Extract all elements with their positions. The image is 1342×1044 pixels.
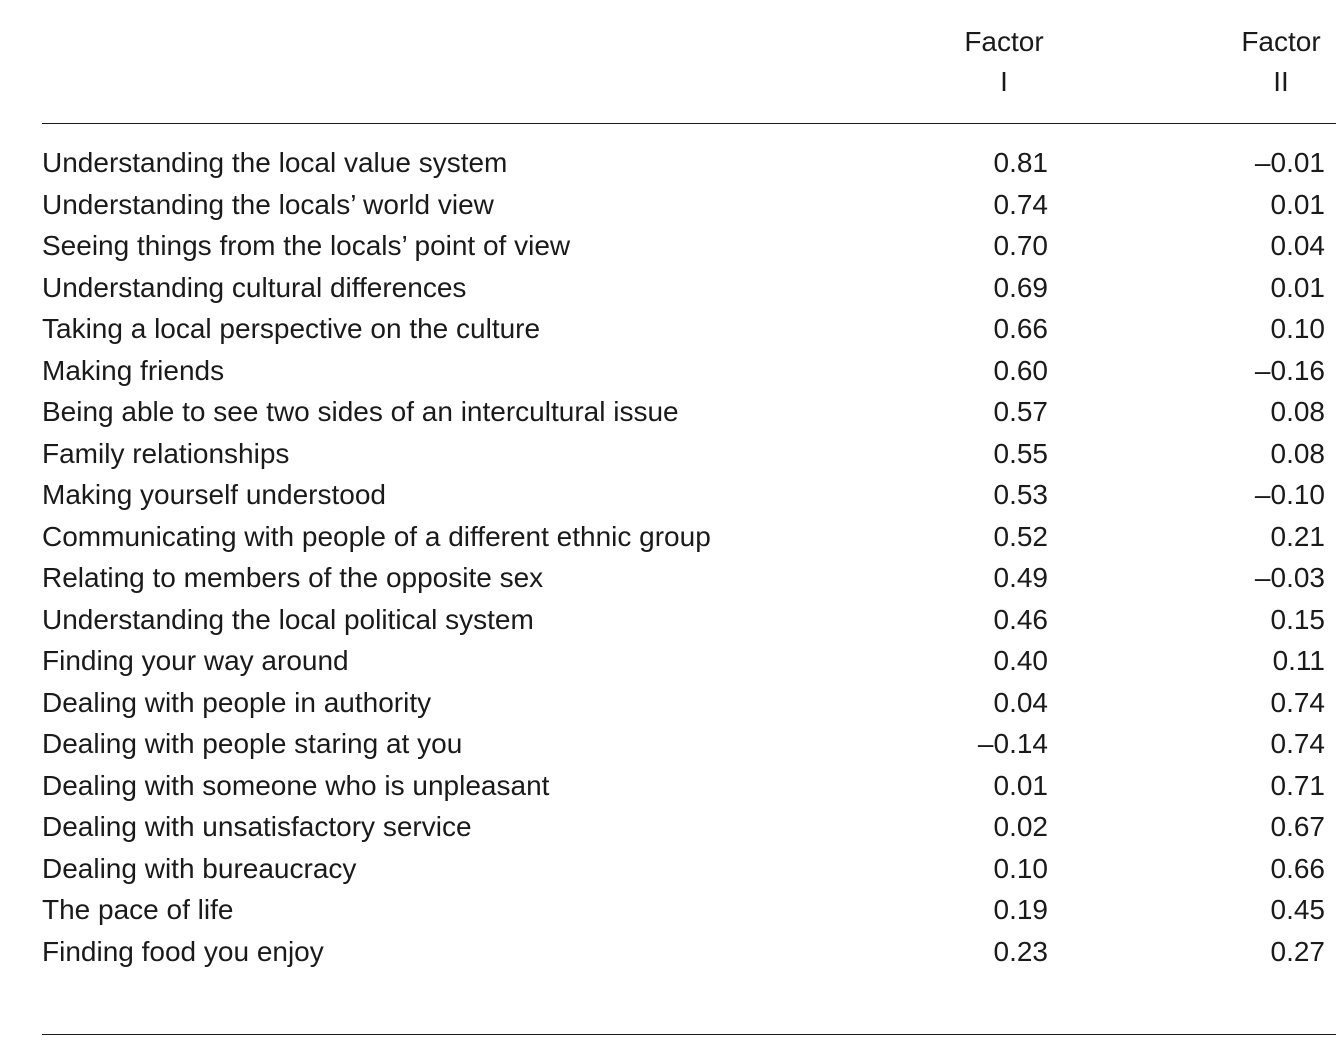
table-row — [0, 391, 1342, 433]
factor-1-value: 0.19 — [993, 894, 1048, 925]
row-label: Taking a local perspective on the culture — [42, 313, 541, 344]
table-row — [0, 142, 1342, 184]
row-label: Understanding cultural differences — [42, 271, 467, 303]
row-label: Communicating with people of a different ethnic group — [42, 520, 711, 552]
table-row — [0, 931, 1342, 973]
table-row — [0, 682, 1342, 724]
row-label: Relating to members of the opposite sex — [42, 562, 544, 593]
row-label: Dealing with unsatisfactory service — [42, 811, 472, 842]
factor-2-value: 0.04 — [1270, 230, 1325, 261]
row-label: Making friends — [42, 354, 225, 386]
factor-1-value: 0.01 — [993, 769, 1048, 801]
factor-1-value: 0.70 — [993, 230, 1048, 261]
bottom-rule — [42, 1034, 1336, 1035]
row-label: Seeing things from the locals’ point of view — [42, 230, 571, 261]
table-row — [0, 267, 1342, 309]
factor-2-value: 0.01 — [1270, 271, 1325, 303]
factor-1-value: 0.69 — [993, 271, 1048, 303]
column-header-factor-2 — [1232, 22, 1330, 102]
table-row — [0, 765, 1342, 807]
row-label: Understanding the local political system — [42, 603, 534, 635]
factor-2-value: 0.66 — [1270, 852, 1325, 884]
table-row — [0, 350, 1342, 392]
column-header-factor-1-numeral: I — [1000, 66, 1008, 97]
factor-2-value: 0.08 — [1270, 396, 1325, 427]
row-label: Finding food you enjoy — [42, 935, 324, 967]
table-row — [0, 474, 1342, 516]
factor-2-value: 0.27 — [1270, 935, 1325, 967]
factor-1-value: 0.74 — [993, 188, 1048, 220]
table-row — [0, 640, 1342, 682]
table-body — [0, 142, 1342, 972]
table-row — [0, 889, 1342, 931]
factor-1-value: 0.66 — [993, 313, 1048, 344]
row-label: Dealing with bureaucracy — [42, 852, 357, 884]
table-row — [0, 599, 1342, 641]
factor-1-value: 0.81 — [993, 147, 1048, 178]
row-label: The pace of life — [42, 894, 234, 925]
column-header-factor-1 — [955, 22, 1053, 102]
column-header-factor-1-word: Factor — [964, 26, 1044, 57]
factor-2-value: –0.16 — [1254, 354, 1325, 386]
factor-2-value: –0.01 — [1254, 147, 1325, 178]
table-row — [0, 806, 1342, 848]
factor-1-value: 0.46 — [993, 603, 1048, 635]
factor-2-value: 0.10 — [1270, 313, 1325, 344]
factor-1-value: 0.60 — [993, 354, 1048, 386]
row-label: Dealing with people in authority — [42, 686, 432, 718]
table-row — [0, 848, 1342, 890]
factor-1-value: 0.02 — [993, 811, 1048, 842]
factor-1-value: 0.57 — [993, 396, 1048, 427]
factor-2-value: 0.11 — [1272, 645, 1325, 676]
factor-2-value: –0.03 — [1254, 562, 1325, 593]
row-label: Family relationships — [42, 437, 290, 469]
column-header-factor-2-numeral: II — [1273, 66, 1289, 97]
factor-2-value: 0.71 — [1270, 769, 1325, 801]
factor-2-value: 0.45 — [1270, 894, 1325, 925]
row-label: Making yourself understood — [42, 479, 386, 510]
factor-2-value: 0.21 — [1270, 520, 1325, 552]
factor-1-value: 0.53 — [993, 479, 1048, 510]
row-label: Finding your way around — [42, 645, 349, 676]
factor-2-value: 0.15 — [1270, 603, 1325, 635]
factor-2-value: 0.67 — [1270, 811, 1325, 842]
factor-2-value: 0.01 — [1270, 188, 1325, 220]
table-row — [0, 225, 1342, 267]
table-row — [0, 184, 1342, 226]
table-row — [0, 516, 1342, 558]
factor-1-value: 0.10 — [993, 852, 1048, 884]
factor-1-value: 0.52 — [993, 520, 1048, 552]
row-label: Understanding the locals’ world view — [42, 188, 494, 220]
factor-1-value: 0.40 — [993, 645, 1048, 676]
table-row — [0, 433, 1342, 475]
header-rule — [42, 123, 1336, 124]
table-row — [0, 557, 1342, 599]
factor-1-value: 0.04 — [993, 686, 1048, 718]
factor-2-value: 0.08 — [1270, 437, 1325, 469]
factor-1-value: 0.49 — [993, 562, 1048, 593]
factor-2-value: 0.74 — [1270, 728, 1325, 759]
column-header-factor-2-word: Factor — [1241, 26, 1321, 57]
table-row — [0, 308, 1342, 350]
factor-1-value: 0.23 — [993, 935, 1048, 967]
row-label: Understanding the local value system — [42, 147, 508, 178]
factor-2-value: 0.74 — [1270, 686, 1325, 718]
factor-1-value: 0.55 — [993, 437, 1048, 469]
factor-1-value: –0.14 — [977, 728, 1048, 759]
row-label: Being able to see two sides of an intercultural issue — [42, 396, 679, 427]
table-row — [0, 723, 1342, 765]
row-label: Dealing with people staring at you — [42, 728, 463, 759]
row-label: Dealing with someone who is unpleasant — [42, 769, 550, 801]
factor-2-value: –0.10 — [1254, 479, 1325, 510]
